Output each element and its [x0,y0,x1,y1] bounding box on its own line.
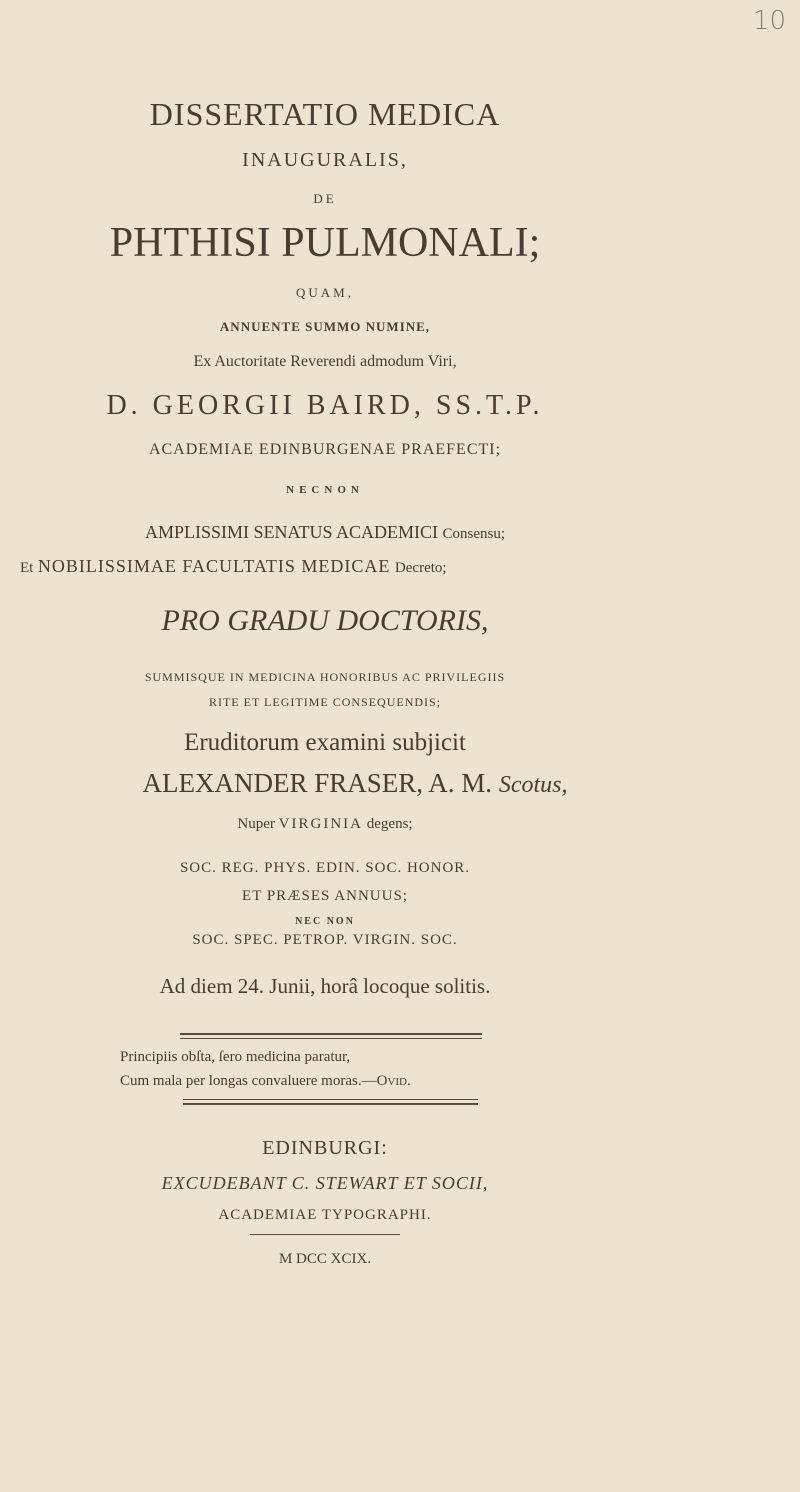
annuente: ANNUENTE SUMMO NUMINE, [219,319,431,334]
divider-top [180,1033,482,1035]
imprint-rule [250,1234,400,1235]
ad-diem: Ad diem 24. Junii, horâ locoque solitis. [159,974,491,998]
academiae: ACADEMIAE EDINBURGENAE PRAEFECTI; [148,441,502,458]
imprint-typographi: ACADEMIAE TYPOGRAPHI. [218,1207,432,1223]
imprint-year: M DCC XCIX. [278,1251,372,1267]
pro-gradu-doctoris: PRO GRADU DOCTORIS, [161,604,489,637]
imprint-city: EDINBURGI: [262,1137,388,1159]
divider-bottom [183,1099,478,1100]
consensu: Consensu; [442,526,506,542]
title-dissertatio: DISSERTATIO MEDICA [149,96,501,132]
epigraph-attribution: Ovid. [376,1073,411,1089]
decreto: Decreto; [394,560,447,576]
eruditorum: Eruditorum examini subjicit [184,729,466,756]
praeses: ET PRÆSES ANNUUS; [242,888,408,904]
scotus: Scotus, [498,772,568,798]
divider-bottom-thick [183,1103,478,1105]
nuper: Nuper [237,816,275,832]
author-line [30,770,680,797]
degens: degens; [366,816,413,832]
nuper-line [0,817,650,832]
epigraph-text-2: Cum mala per longas convaluere moras.— [120,1073,377,1089]
author-name: ALEXANDER FRASER, A. M. [142,768,493,798]
soc-reg: SOC. REG. PHYS. EDIN. SOC. HONOR. [179,860,471,876]
title-inauguralis: INAUGURALIS, [242,149,408,171]
nobilissimae: NOBILISSIMAE FACULTATIS MEDICAE [37,556,391,576]
quam: QUAM, [296,285,354,300]
epigraph-line-1: Principiis obſta, ſero medicina paratur, [120,1049,351,1065]
rite: RITE ET LEGITIME CONSEQUENDIS; [208,695,442,709]
summisque: SUMMISQUE IN MEDICINA HONORIBUS AC PRIVILEGIIS [144,670,506,684]
amplissimi: AMPLISSIMI SENATUS ACADEMICI [144,522,439,542]
soc-spec: SOC. SPEC. PETROP. VIRGIN. SOC. [192,932,458,948]
divider-top-thin [180,1038,482,1039]
et: Et [20,560,34,576]
nobilissimae-line [20,557,447,576]
imprint-printers: EXCUDEBANT C. STEWART ET SOCII, [161,1173,489,1193]
amplissimi-line [0,523,650,542]
title-phthisi-pulmonali: PHTHISI PULMONALI; [109,220,541,266]
epigraph-line-2 [120,1074,411,1089]
page-number: 10 [752,6,786,36]
necnon: NECNON [286,484,364,496]
nec-non: NEC NON [295,916,355,927]
virginia: VIRGINIA [278,816,363,832]
ex-auctoritate: Ex Auctoritate Reverendi admodum Viri, [193,353,457,370]
title-de: DE [313,191,337,206]
georgii-baird: D. GEORGII BAIRD, SS.T.P. [106,390,544,421]
